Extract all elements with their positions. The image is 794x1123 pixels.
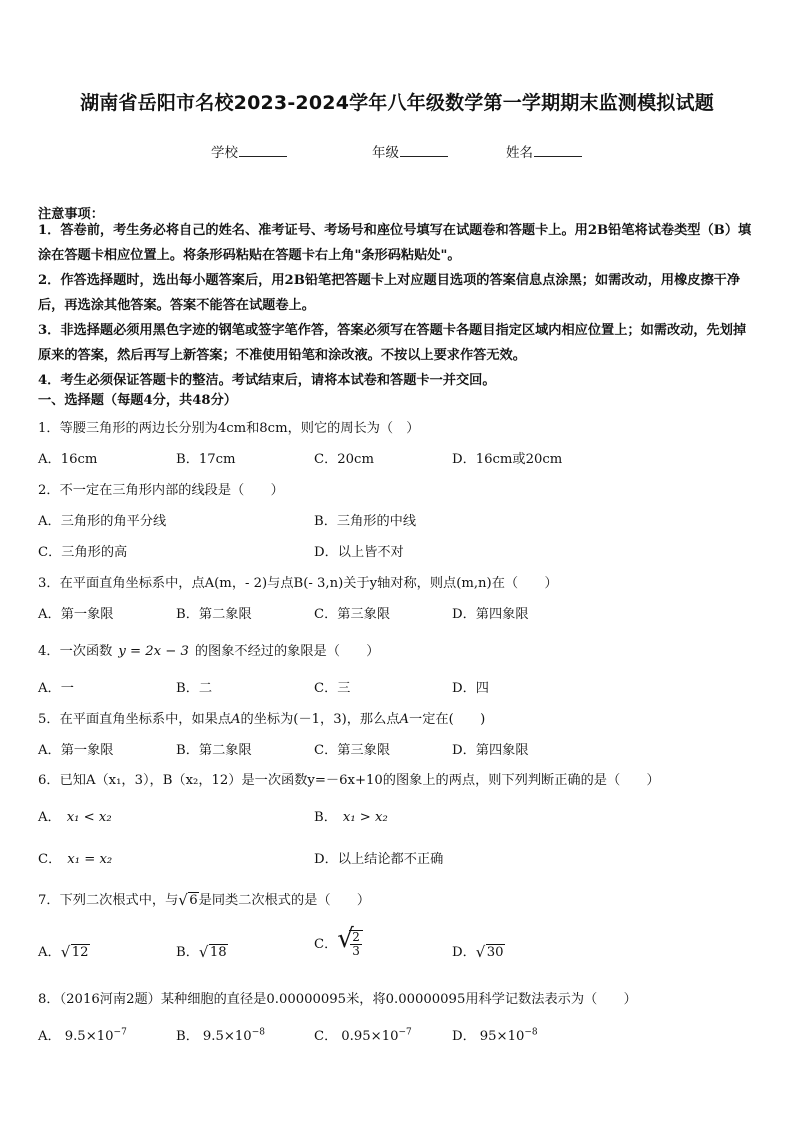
q1-option-d: D．16cm或20cm: [452, 452, 563, 467]
q8-option-label: B．: [176, 1029, 199, 1044]
name-blank: [534, 144, 582, 157]
q6-option-c: [38, 848, 112, 867]
q3-option-b: B．第二象限: [176, 607, 252, 622]
q7-radicand: 6: [189, 893, 198, 908]
q6-option-d: D．以上结论都不正确: [314, 852, 444, 867]
question-4-stem: [38, 640, 380, 659]
q4-option-d: D．四: [452, 681, 489, 696]
note-item: 3．非选择题必须用黑色字迹的钢笔或签字笔作答，答案必须写在答题卡各题目指定区域内相应位置上；如需改动，先划掉原来的答案，然后再写上新答案；不准使用铅笔和涂改液。不按以上要求作答无效。: [38, 323, 747, 363]
q4-expression: y = 2x − 3: [118, 644, 189, 659]
q2-option-b: B．三角形的中线: [314, 514, 417, 529]
q8-option-base: 95×10: [479, 1029, 525, 1044]
q3-option-c: C．第三象限: [314, 607, 391, 622]
q6-option-label: B．: [314, 810, 337, 825]
q6-option-a: [38, 806, 112, 825]
q8-option-b: [176, 1025, 265, 1044]
name-label: 姓名: [506, 145, 533, 161]
school-label: 学校: [211, 145, 238, 161]
q4-option-a: A．一: [38, 681, 74, 696]
q5-option-c: C．第三象限: [314, 743, 391, 758]
question-2-stem: 2．不一定在三角形内部的线段是（ ）: [38, 483, 284, 498]
q7-option-label: D．: [452, 945, 476, 960]
q6-option-label: A．: [38, 810, 61, 825]
q6-option-value: x₁ > x₂: [342, 810, 388, 825]
question-1-stem: 1．等腰三角形的两边长分别为4cm和8cm，则它的周长为（ ）: [38, 421, 420, 436]
q7-suffix: 是同类二次根式的是（ ）: [198, 893, 371, 908]
q7-option-radical: √ 30: [475, 943, 504, 961]
school-field: [211, 141, 287, 161]
school-blank: [239, 144, 287, 157]
q1-option-b: B．17cm: [176, 452, 236, 467]
notes-header: 注意事项：: [38, 207, 104, 222]
q8-option-d: [452, 1025, 538, 1044]
grade-label: 年级: [372, 145, 399, 161]
q8-option-base: 9.5×10: [202, 1029, 252, 1044]
q8-option-exponent: −8: [524, 1027, 538, 1038]
q5-middle: 的坐标为(－1，3)，那么点: [240, 712, 400, 727]
q6-option-b: [314, 806, 388, 825]
q8-option-label: C．: [314, 1029, 338, 1044]
q7-option-radical: √ 18: [198, 943, 227, 961]
q5-option-a: A．第一象限: [38, 743, 114, 758]
q1-option-c: C．20cm: [314, 452, 374, 467]
page-title: 湖南省岳阳市名校2023-2024学年八年级数学第一学期期末监测模拟试题: [80, 92, 714, 114]
note-item: 1．答卷前，考生务必将自己的姓名、准考证号、考场号和座位号填写在试题卷和答题卡上。用2B铅笔将试卷类型（B）填涂在答题卡相应位置上。将条形码粘贴在答题卡右上角"条形码粘贴处"。: [38, 223, 752, 263]
q5-prefix: 5．在平面直角坐标系中，如果点: [38, 712, 232, 727]
q8-option-c: [314, 1025, 412, 1044]
q8-option-label: D．: [452, 1029, 476, 1044]
q3-option-d: D．第四象限: [452, 607, 529, 622]
q3-option-a: A．第一象限: [38, 607, 114, 622]
question-6-stem: 6．已知A（x₁，3），B（x₂，12）是一次函数y=－6x+10的图象上的两点，则下列判断正确的是（ ）: [38, 773, 660, 788]
q4-option-c: C．三: [314, 681, 351, 696]
q1-option-a: A．16cm: [38, 452, 98, 467]
name-field: [506, 141, 582, 161]
q5-point: A: [231, 712, 241, 727]
question-7-stem: [38, 889, 370, 908]
q8-option-label: A．: [38, 1029, 61, 1044]
notes-list: [38, 218, 758, 393]
q7-option-radical: √ 12: [60, 943, 89, 961]
q7-option-a: [38, 941, 90, 960]
q4-suffix: 的图象不经过的象限是（ ）: [194, 644, 380, 659]
q2-option-c: C．三角形的高: [38, 545, 128, 560]
note-item: 2．作答选择题时，选出每小题答案后，用2B铅笔把答题卡上对应题目选项的答案信息点涂黑；如需改动，用橡皮擦干净后，再选涂其他答案。答案不能答在试题卷上。: [38, 273, 741, 313]
q5-option-d: D．第四象限: [452, 743, 529, 758]
q6-option-value: x₁ = x₂: [67, 852, 113, 867]
q7-option-label: C．: [314, 937, 338, 952]
q2-option-d: D．以上皆不对: [314, 545, 404, 560]
q7-fraction-numerator: 2: [352, 930, 360, 944]
q7-option-label: A．: [38, 945, 61, 960]
q8-option-base: 9.5×10: [64, 1029, 114, 1044]
q5-point: A: [399, 712, 410, 727]
q7-option-d: [452, 941, 505, 960]
q2-option-a: A．三角形的角平分线: [38, 514, 167, 529]
grade-field: [372, 141, 448, 161]
question-5-stem: [38, 708, 485, 727]
note-item: 4．考生必须保证答题卡的整洁。考试结束后，请将本试卷和答题卡一并交回。: [38, 373, 496, 388]
q7-option-radical: √ $\frac{2}{3}$: [337, 930, 363, 958]
q7-radical: √ 6: [178, 891, 198, 909]
q6-option-value: x₁ < x₂: [66, 810, 112, 825]
question-3-stem: 3．在平面直角坐标系中，点A(m，- 2)与点B(- 3,n)关于y轴对称，则点(m,n)在（ ）: [38, 576, 558, 591]
q8-option-exponent: −7: [113, 1027, 127, 1038]
q6-option-label: C．: [38, 852, 62, 867]
q8-option-base: 0.95×10: [341, 1029, 399, 1044]
q5-option-b: B．第二象限: [176, 743, 252, 758]
q8-option-exponent: −7: [398, 1027, 412, 1038]
q7-option-c: [314, 924, 363, 958]
q4-option-b: B．二: [176, 681, 213, 696]
q4-prefix: 4．一次函数: [38, 644, 113, 659]
section-heading: 一、选择题（每题4分，共48分）: [38, 393, 237, 408]
q7-option-radicand: 12: [71, 945, 89, 960]
question-8-stem: 8．（2016河南2题）某种细胞的直径是0.00000095米，将0.00000095用科学记数法表示为（ ）: [38, 992, 637, 1007]
q8-option-exponent: −8: [251, 1027, 265, 1038]
q7-fraction-denominator: 3: [352, 944, 360, 958]
q7-option-b: [176, 941, 228, 960]
q8-option-a: [38, 1025, 127, 1044]
q7-option-radicand: 18: [209, 945, 227, 960]
q5-suffix: 一定在( ): [409, 712, 486, 727]
q7-option-label: B．: [176, 945, 199, 960]
grade-blank: [400, 144, 448, 157]
q7-prefix: 7．下列二次根式中，与: [38, 893, 179, 908]
q7-option-radicand: 30: [486, 945, 504, 960]
